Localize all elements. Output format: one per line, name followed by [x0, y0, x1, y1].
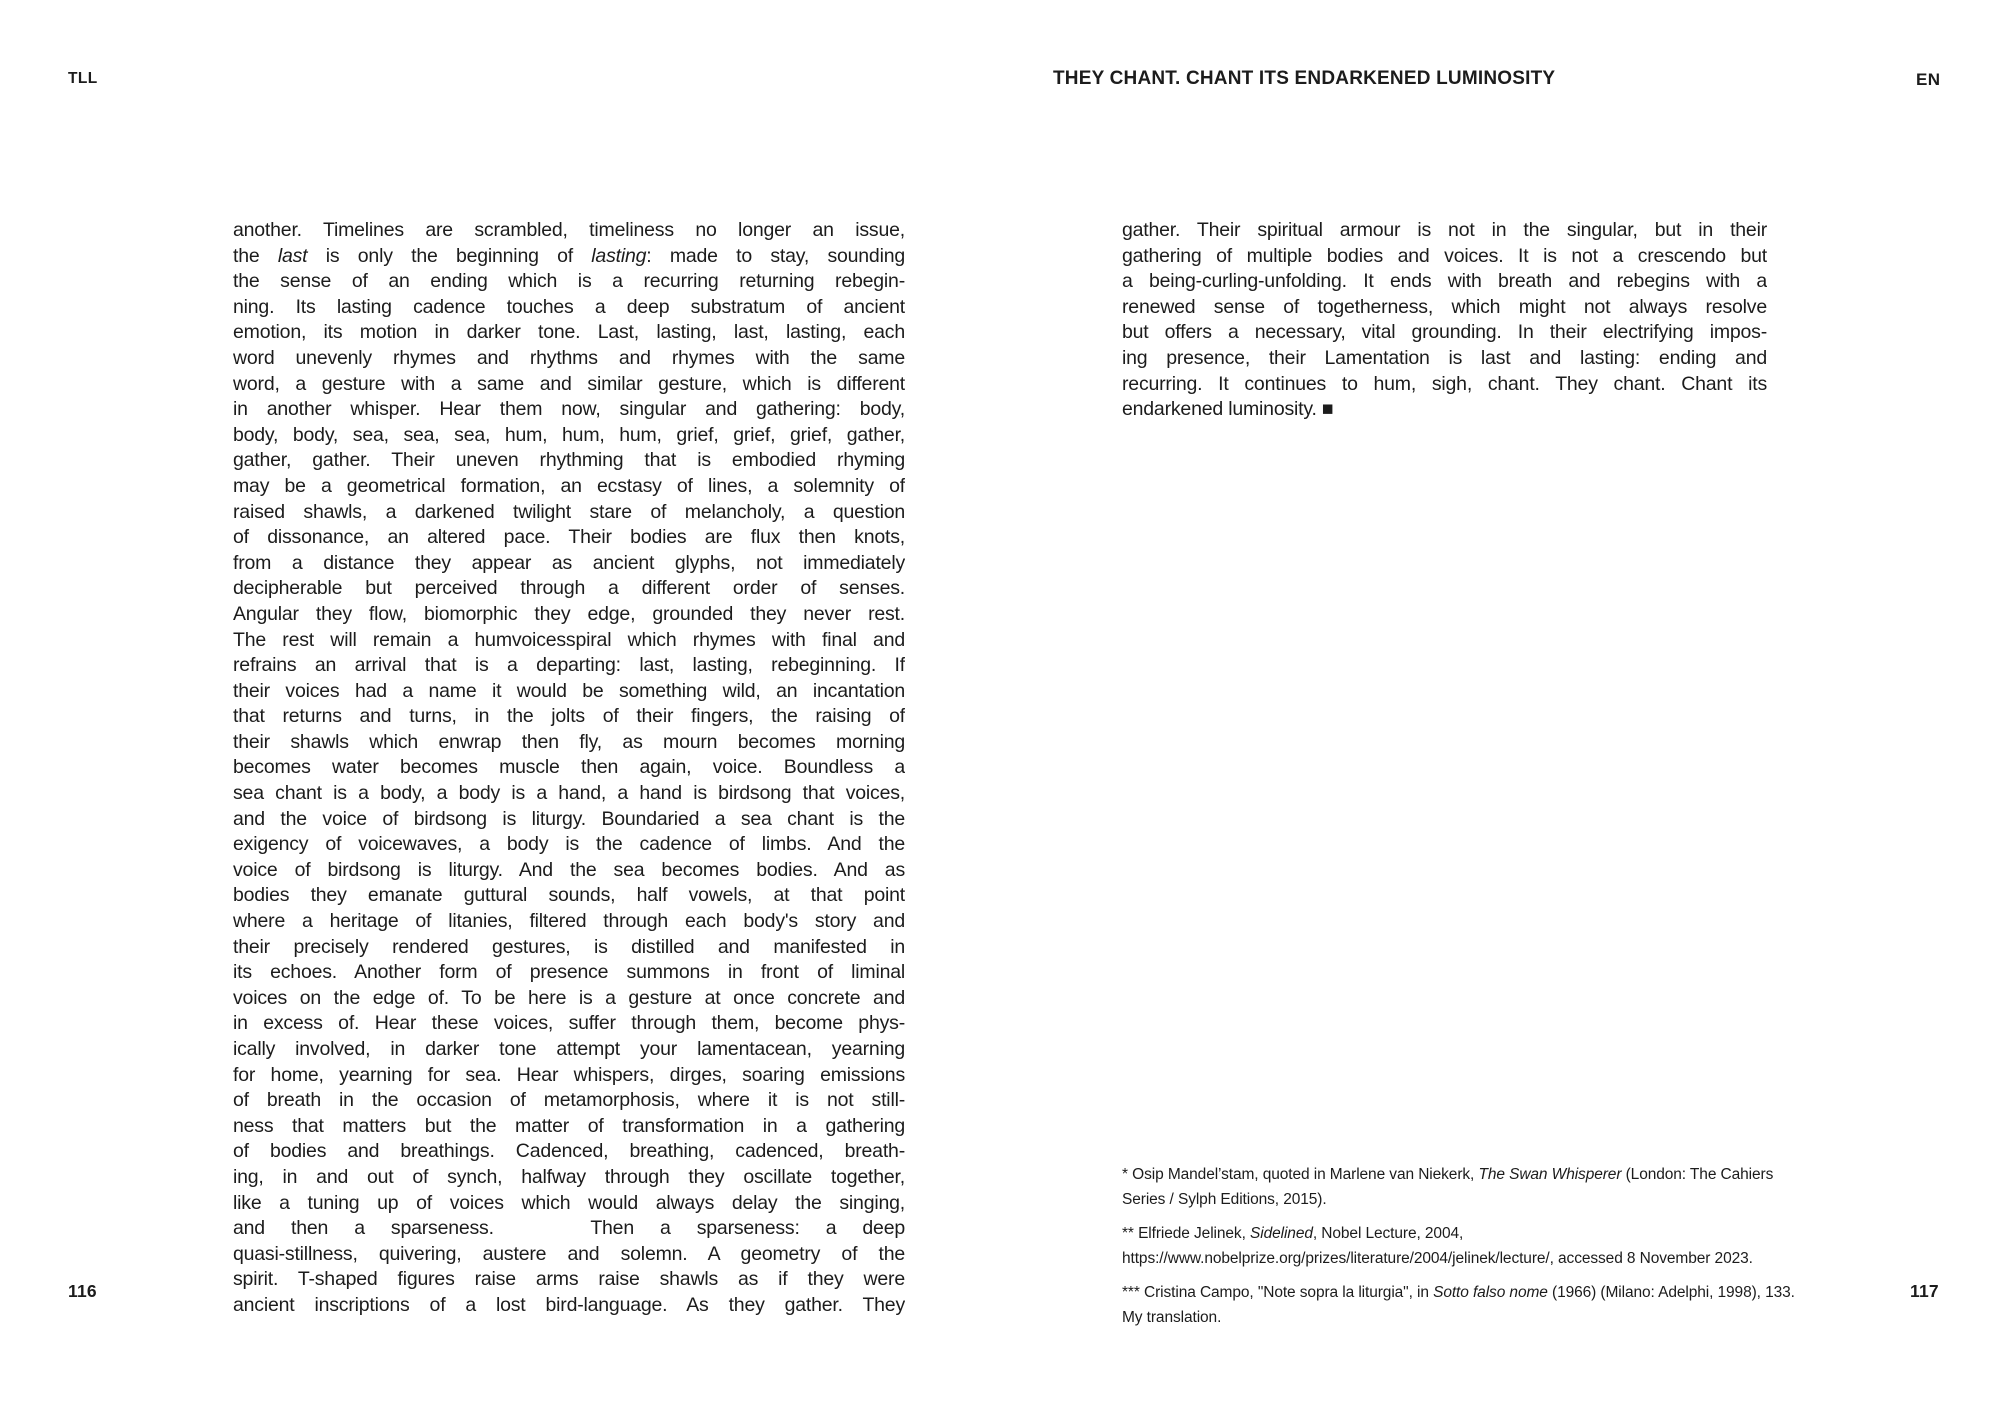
text-line: a being-curling-unfolding. It ends with breath and rebegins with a	[1122, 270, 1767, 293]
text-line: in excess of. Hear these voices, suffer through them, become phys-	[233, 1012, 905, 1035]
text-line: the last is only the beginning of lasting: made to stay, sounding	[233, 244, 905, 267]
text-line: voices on the edge of. To be here is a gesture at once concrete and	[233, 986, 905, 1009]
text-line: spirit. T-shaped figures raise arms raise shawls as if they were	[233, 1268, 905, 1291]
running-head-abbrev: TLL	[68, 70, 98, 87]
footnote-line: https://www.nobelprize.org/prizes/literature/2004/jelinek/lecture/, accessed 8 November 2023.	[1122, 1250, 1753, 1267]
footnote	[1122, 1162, 1902, 1212]
text-line: exigency of voicewaves, a body is the cadence of limbs. And the	[233, 833, 905, 856]
text-line: like a tuning up of voices which would always delay the singing,	[233, 1191, 905, 1214]
footnote-line: Series / Sylph Editions, 2015).	[1122, 1191, 1327, 1208]
text-line: ning. Its lasting cadence touches a deep substratum of ancient	[233, 295, 905, 318]
text-line: but offers a necessary, vital grounding. In their electrifying impos-	[1122, 321, 1767, 344]
text-line: refrains an arrival that is a departing: last, lasting, rebeginning. If	[233, 654, 905, 677]
text-line: of bodies and breathings. Cadenced, breathing, cadenced, breath-	[233, 1140, 905, 1163]
text-line: becomes water becomes muscle then again, voice. Boundless a	[233, 756, 905, 779]
text-line: body, body, sea, sea, sea, hum, hum, hum, grief, grief, grief, gather,	[233, 423, 905, 446]
footnote-line: *** Cristina Campo, "Note sopra la liturgia", in Sotto falso nome (1966) (Milano: Adelphi, 1998), 133.	[1122, 1284, 1795, 1301]
text-line: their precisely rendered gestures, is distilled and manifested in	[233, 935, 905, 958]
text-line: its echoes. Another form of presence summons in front of liminal	[233, 961, 905, 984]
running-head-title: THEY CHANT. CHANT ITS ENDARKENED LUMINOSITY	[1053, 68, 1556, 89]
text-line: decipherable but perceived through a different order of senses.	[233, 577, 905, 600]
page-number-left: 116	[68, 1281, 97, 1301]
text-line: gather, gather. Their uneven rhythming that is embodied rhyming	[233, 449, 905, 472]
text-line: for home, yearning for sea. Hear whispers, dirges, soaring emissions	[233, 1063, 905, 1086]
text-line: recurring. It continues to hum, sigh, chant. They chant. Chant its	[1122, 372, 1767, 395]
text-line: that returns and turns, in the jolts of their fingers, the raising of	[233, 705, 905, 728]
right-column-justified-lines	[1122, 218, 1767, 397]
text-line: renewed sense of togetherness, which might not always resolve	[1122, 295, 1767, 318]
footnote-line: ** Elfriede Jelinek, Sidelined, Nobel Lecture, 2004,	[1122, 1225, 1464, 1242]
text-line: of dissonance, an altered pace. Their bodies are flux then knots,	[233, 526, 905, 549]
text-line: and then a sparseness. Then a sparseness: a deep	[233, 1217, 905, 1240]
text-line: gathering of multiple bodies and voices. It is not a crescendo but	[1122, 244, 1767, 267]
text-line: word unevenly rhymes and rhythms and rhymes with the same	[233, 346, 905, 369]
text-line: ing, in and out of synch, halfway through they oscillate together,	[233, 1165, 905, 1188]
footnote	[1122, 1221, 1902, 1271]
footnote-line: My translation.	[1122, 1309, 1222, 1326]
text-line: and the voice of birdsong is liturgy. Boundaried a sea chant is the	[233, 807, 905, 830]
text-line: the sense of an ending which is a recurring returning rebegin-	[233, 270, 905, 293]
text-line: where a heritage of litanies, filtered through each body's story and	[233, 910, 905, 933]
text-line: from a distance they appear as ancient glyphs, not immediately	[233, 551, 905, 574]
text-line: bodies they emanate guttural sounds, half vowels, at that point	[233, 884, 905, 907]
text-line: their shawls which enwrap then fly, as mourn becomes morning	[233, 730, 905, 753]
text-line: in another whisper. Hear them now, singular and gathering: body,	[233, 398, 905, 421]
text-line: may be a geometrical formation, an ecstasy of lines, a solemnity of	[233, 474, 905, 497]
text-line: of breath in the occasion of metamorphosis, where it is not still-	[233, 1089, 905, 1112]
text-line: sea chant is a body, a body is a hand, a hand is birdsong that voices,	[233, 782, 905, 805]
text-line: ancient inscriptions of a lost bird-language. As they gather. They	[233, 1293, 905, 1316]
running-head-language: EN	[1916, 70, 1941, 89]
footnotes-block	[1122, 1162, 1902, 1339]
page-number-right: 117	[1910, 1281, 1939, 1301]
text-line: quasi-stillness, quivering, austere and solemn. A geometry of the	[233, 1242, 905, 1265]
text-line: ness that matters but the matter of transformation in a gathering	[233, 1114, 905, 1137]
text-line: ically involved, in darker tone attempt your lamentacean, yearning	[233, 1038, 905, 1060]
left-page-text-column	[233, 218, 905, 1319]
footnote	[1122, 1280, 1902, 1330]
text-line: raised shawls, a darkened twilight stare of melancholy, a question	[233, 500, 905, 523]
text-line: emotion, its motion in darker tone. Last, lasting, last, lasting, each	[233, 321, 905, 344]
text-line: Angular they flow, biomorphic they edge, grounded they never rest.	[233, 602, 905, 625]
text-line: their voices had a name it would be something wild, an incantation	[233, 679, 905, 702]
right-page-text-column	[1122, 218, 1767, 423]
footnote-line: * Osip Mandel’stam, quoted in Marlene van Niekerk, The Swan Whisperer (London: The Cahiers	[1122, 1166, 1774, 1183]
text-line: The rest will remain a humvoicesspiral which rhymes with final and	[233, 628, 905, 651]
text-line: voice of birdsong is liturgy. And the sea becomes bodies. And as	[233, 858, 905, 881]
text-line: gather. Their spiritual armour is not in the singular, but in their	[1122, 219, 1767, 241]
text-line: word, a gesture with a same and similar gesture, which is different	[233, 372, 905, 395]
paragraph-end-line: endarkened luminosity. ■	[1122, 398, 1334, 421]
text-line: another. Timelines are scrambled, timeliness no longer an issue,	[233, 219, 905, 241]
text-line: ing presence, their Lamentation is last and lasting: ending and	[1122, 346, 1767, 369]
